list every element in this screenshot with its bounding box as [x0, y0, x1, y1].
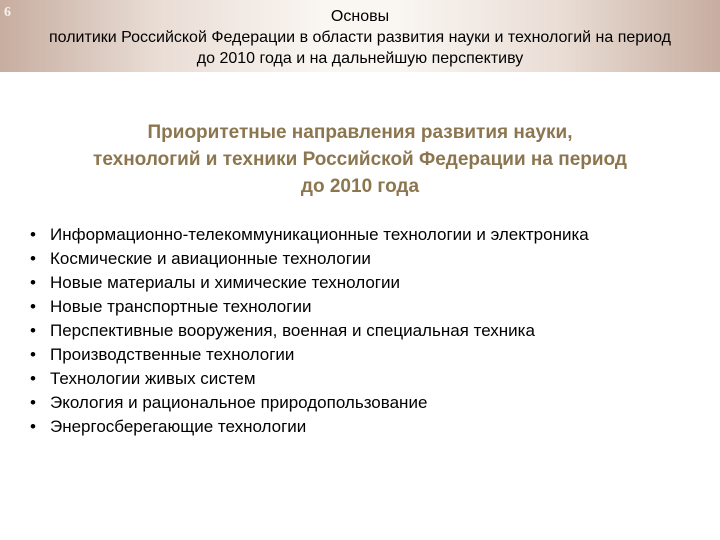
list-item-text: Перспективные вооружения, военная и специальная техника [50, 321, 535, 340]
list-item-text: Новые транспортные технологии [50, 297, 312, 316]
bullet-icon: • [30, 297, 36, 316]
list-item [30, 343, 700, 367]
header-title-line-3: до 2010 года и на дальнейшую перспективу [196, 50, 524, 67]
section-heading-line-3: до 2010 года [300, 176, 420, 197]
bullet-icon: • [30, 273, 36, 292]
list-item [30, 271, 700, 295]
header-banner [0, 0, 720, 72]
bullet-icon: • [30, 369, 36, 388]
bullet-icon: • [30, 345, 36, 364]
list-item-text: Производственные технологии [50, 345, 295, 364]
list-item-text: Информационно-телекоммуникационные технологии и электроника [50, 225, 589, 244]
bullet-icon: • [30, 417, 36, 436]
list-item-text: Новые материалы и химические технологии [50, 273, 400, 292]
list-item [30, 391, 700, 415]
list-item [30, 415, 700, 439]
list-item [30, 295, 700, 319]
list-item [30, 319, 700, 343]
priority-list [30, 223, 700, 439]
bullet-icon: • [30, 393, 36, 412]
header-title-line-1: Основы [330, 8, 390, 25]
list-item [30, 247, 700, 271]
list-item [30, 367, 700, 391]
bullet-icon: • [30, 249, 36, 268]
header-title [0, 6, 720, 69]
bullet-icon: • [30, 321, 36, 340]
section-heading [20, 119, 700, 200]
list-item [30, 223, 700, 247]
section-heading-line-1: Приоритетные направления развития науки, [147, 122, 573, 143]
bullet-icon: • [30, 225, 36, 244]
header-title-line-2: политики Российской Федерации в области развития науки и технологий на период [49, 29, 671, 46]
section-heading-line-2: технологий и техники Российской Федерации на период [93, 149, 627, 170]
slide-number: 6 [4, 5, 11, 20]
list-item-text: Технологии живых систем [50, 369, 256, 388]
list-item-text: Энергосберегающие технологии [50, 417, 307, 436]
list-item-text: Экология и рациональное природопользование [50, 393, 428, 412]
list-item-text: Космические и авиационные технологии [50, 249, 371, 268]
